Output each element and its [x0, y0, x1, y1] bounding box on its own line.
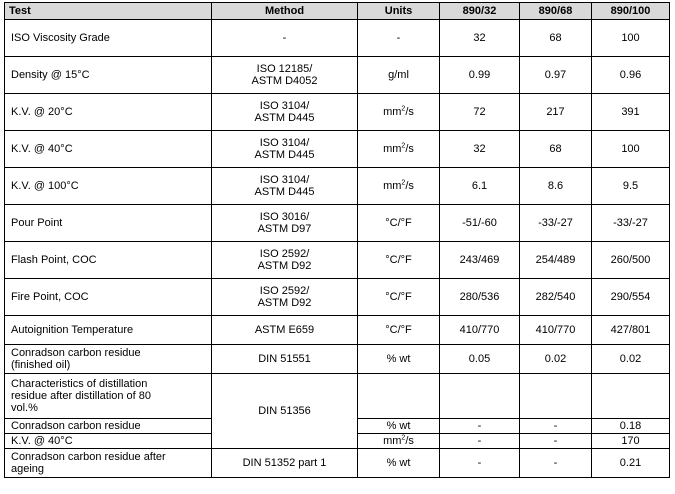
header-890-100: 890/100 [592, 3, 670, 20]
header-890-68: 890/68 [520, 3, 592, 20]
test-name-line: ageing [11, 463, 45, 475]
test-name-line: Characteristics of distillation [11, 378, 148, 390]
value-890-68: - [520, 434, 592, 449]
units: % wt [358, 419, 440, 434]
method-line: ASTM E659 [254, 324, 315, 336]
table-row [5, 57, 670, 94]
units [358, 168, 440, 205]
table-row [5, 316, 670, 345]
test-name [5, 205, 212, 242]
table-row [5, 449, 670, 478]
test-name-line: Density @ 15°C [11, 69, 90, 81]
distillation-title [5, 374, 212, 419]
units [358, 94, 440, 131]
units: °C/°F [358, 205, 440, 242]
method [212, 316, 358, 345]
header-test: Test [5, 3, 212, 20]
units: °C/°F [358, 316, 440, 345]
units-base: mm [383, 435, 402, 447]
test-name [5, 94, 212, 131]
method-line: ASTM D445 [254, 186, 315, 198]
units: g/ml [358, 57, 440, 94]
value-890-32: - [440, 449, 520, 478]
spec-table-wrapper [4, 2, 670, 478]
method [212, 168, 358, 205]
method-line: ISO 2592/ [259, 285, 310, 297]
method-line: ISO 3104/ [259, 174, 310, 186]
value-890-68 [520, 374, 592, 419]
test-name: K.V. @ 40°C [5, 434, 212, 449]
value-890-32: 243/469 [440, 242, 520, 279]
units: °C/°F [358, 242, 440, 279]
units-tail: /s [405, 106, 414, 118]
test-name: Conradson carbon residue [5, 419, 212, 434]
method [212, 345, 358, 374]
value-890-100: 100 [592, 20, 670, 57]
value-890-68: 0.02 [520, 345, 592, 374]
test-name [5, 316, 212, 345]
value-890-32 [440, 374, 520, 419]
value-890-68: 410/770 [520, 316, 592, 345]
value-890-100: 290/554 [592, 279, 670, 316]
value-890-100: 0.96 [592, 57, 670, 94]
table-row [5, 279, 670, 316]
method [212, 205, 358, 242]
value-890-100: 0.02 [592, 345, 670, 374]
value-890-68: 0.97 [520, 57, 592, 94]
units: % wt [358, 345, 440, 374]
table-row [5, 345, 670, 374]
table-row [5, 168, 670, 205]
test-name [5, 242, 212, 279]
table-row [5, 131, 670, 168]
units: - [358, 20, 440, 57]
value-890-32: 6.1 [440, 168, 520, 205]
test-name-line: K.V. @ 40°C [11, 143, 73, 155]
test-name-line: Conradson carbon residue [11, 347, 141, 359]
header-row [5, 3, 670, 20]
value-890-32: 280/536 [440, 279, 520, 316]
method [212, 242, 358, 279]
method [212, 279, 358, 316]
value-890-100: 427/801 [592, 316, 670, 345]
value-890-100: 170 [592, 434, 670, 449]
test-name-line: vol.% [11, 402, 38, 414]
test-name [5, 20, 212, 57]
test-name [5, 279, 212, 316]
test-name-line: Flash Point, COC [11, 254, 97, 266]
test-name [5, 345, 212, 374]
test-name [5, 57, 212, 94]
test-name-line: Autoignition Temperature [11, 324, 134, 336]
value-890-100: 9.5 [592, 168, 670, 205]
table-row [5, 205, 670, 242]
units-base: mm [383, 106, 402, 118]
value-890-32: 32 [440, 20, 520, 57]
method-line: ISO 3016/ [259, 211, 310, 223]
units-tail: /s [405, 180, 414, 192]
value-890-68: -33/-27 [520, 205, 592, 242]
test-name-line: Conradson carbon residue after [11, 451, 166, 463]
units-sup: 2 [401, 105, 406, 113]
units-sup: 2 [401, 179, 406, 187]
distillation-method: DIN 51356 [212, 374, 358, 449]
units-tail: /s [405, 435, 414, 447]
method-line: DIN 51551 [258, 353, 311, 365]
method-line: ASTM D97 [257, 223, 312, 235]
method-line: ASTM D445 [254, 149, 315, 161]
value-890-68: - [520, 449, 592, 478]
value-890-32: -51/-60 [440, 205, 520, 242]
method [212, 131, 358, 168]
test-name-line: Fire Point, COC [11, 291, 89, 303]
value-890-100 [592, 374, 670, 419]
method-line: ISO 2592/ [259, 248, 310, 260]
method-line: ISO 12185/ [256, 63, 313, 75]
method-line: ASTM D92 [257, 297, 312, 309]
header-units: Units [358, 3, 440, 20]
test-name [5, 131, 212, 168]
value-890-68: 68 [520, 20, 592, 57]
method [212, 20, 358, 57]
method-line: ASTM D92 [257, 260, 312, 272]
value-890-100: 260/500 [592, 242, 670, 279]
spec-table [4, 2, 670, 478]
value-890-100: 0.18 [592, 419, 670, 434]
value-890-68: 282/540 [520, 279, 592, 316]
table-row [5, 20, 670, 57]
units-base: mm [383, 180, 402, 192]
test-name-line: ISO Viscosity Grade [11, 32, 110, 44]
value-890-32: - [440, 419, 520, 434]
distillation-title-row [5, 374, 670, 419]
value-890-32: 72 [440, 94, 520, 131]
value-890-100: 0.21 [592, 449, 670, 478]
units-sup: 2 [401, 142, 406, 150]
value-890-100: 100 [592, 131, 670, 168]
value-890-100: -33/-27 [592, 205, 670, 242]
value-890-100: 391 [592, 94, 670, 131]
test-name-line: residue after distillation of 80 [11, 390, 152, 402]
value-890-68: 217 [520, 94, 592, 131]
value-890-32: 32 [440, 131, 520, 168]
table-row [5, 94, 670, 131]
method-line: ISO 3104/ [259, 137, 310, 149]
units-base: mm [383, 143, 402, 155]
units: °C/°F [358, 279, 440, 316]
method-line: ASTM D445 [254, 112, 315, 124]
table-body [5, 20, 670, 478]
header-890-32: 890/32 [440, 3, 520, 20]
test-name-line: (finished oil) [11, 359, 71, 371]
value-890-68: 254/489 [520, 242, 592, 279]
header-method: Method [212, 3, 358, 20]
test-name [5, 449, 212, 478]
units-tail: /s [405, 143, 414, 155]
value-890-32: 410/770 [440, 316, 520, 345]
test-name-line: Pour Point [11, 217, 63, 229]
method: DIN 51352 part 1 [212, 449, 358, 478]
method [212, 94, 358, 131]
value-890-32: 0.05 [440, 345, 520, 374]
method-line: ISO 3104/ [259, 100, 310, 112]
value-890-32: - [440, 434, 520, 449]
value-890-68: 8.6 [520, 168, 592, 205]
value-890-68: 68 [520, 131, 592, 168]
units-sup: 2 [401, 434, 406, 442]
units [358, 131, 440, 168]
method [212, 57, 358, 94]
test-name-line: K.V. @ 20°C [11, 106, 73, 118]
method-line: ASTM D4052 [251, 75, 318, 87]
units [358, 434, 440, 449]
test-name-line: K.V. @ 100°C [11, 180, 79, 192]
units: % wt [358, 449, 440, 478]
value-890-32: 0.99 [440, 57, 520, 94]
units [358, 374, 440, 419]
table-row [5, 242, 670, 279]
method-line: - [282, 32, 287, 44]
value-890-68: - [520, 419, 592, 434]
test-name [5, 168, 212, 205]
